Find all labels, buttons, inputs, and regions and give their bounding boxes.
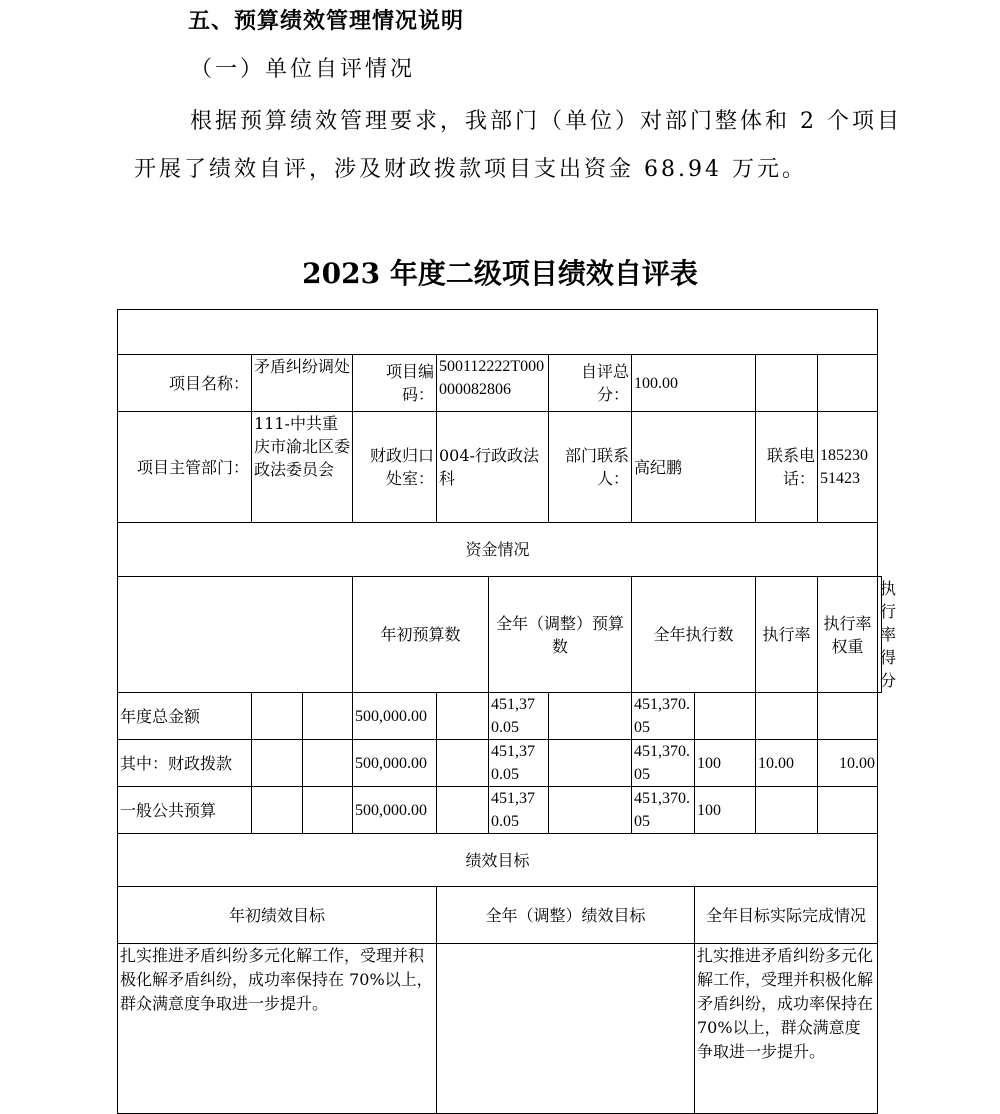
table-row xyxy=(118,787,882,834)
col-adjusted-header: 全年（调整）预算数 xyxy=(489,577,632,693)
empty-cell xyxy=(252,740,303,787)
goals-header-row xyxy=(118,887,882,944)
empty-cell xyxy=(437,693,489,740)
dept-value: 111-中共重庆市渝北区委政法委员会 xyxy=(252,412,353,523)
performance-table xyxy=(117,309,897,1114)
funds-section-row xyxy=(118,523,882,577)
score-value: 10.00 xyxy=(818,740,878,787)
score-value xyxy=(818,787,878,834)
executed-value: 451,370.05 xyxy=(632,693,695,740)
adjusted-value: 451,370.05 xyxy=(489,693,549,740)
rate-value: 100 xyxy=(695,787,756,834)
executed-value: 451,370.05 xyxy=(632,740,695,787)
table-row xyxy=(118,740,882,787)
adjusted-value: 451,370.05 xyxy=(489,740,549,787)
table-row xyxy=(118,693,882,740)
project-code-label: 项目编码： xyxy=(353,355,437,412)
row-label: 其中：财政拨款 xyxy=(118,740,252,787)
empty-cell xyxy=(549,693,632,740)
funds-header-row xyxy=(118,577,882,693)
empty-cell xyxy=(252,693,303,740)
empty-cell xyxy=(252,787,303,834)
empty-cell xyxy=(756,355,818,412)
finance-label: 财政归口处室： xyxy=(353,412,437,523)
adjusted-value: 451,370.05 xyxy=(489,787,549,834)
goals-section-title: 绩效目标 xyxy=(118,834,878,887)
table-title: 2023 年度二级项目绩效自评表 xyxy=(302,257,698,290)
empty-cell xyxy=(118,577,353,693)
score-value: 100.00 xyxy=(632,355,756,412)
executed-value: 451,370.05 xyxy=(632,787,695,834)
goals-section-row xyxy=(118,834,882,887)
contact-label: 部门联系人： xyxy=(549,412,632,523)
project-info-row xyxy=(118,355,882,412)
empty-header-cell xyxy=(118,310,878,355)
summary-text: 根据预算绩效管理要求，我部门（单位）对部门整体和 2 个项目开展了绩效自评，涉及财政拨款项目支出资金 68.94 万元。 xyxy=(134,109,902,182)
score-value xyxy=(818,693,878,740)
section-heading: 五、预算绩效管理情况说明 xyxy=(188,9,465,34)
rate-value xyxy=(695,693,756,740)
goal-initial-header: 年初绩效目标 xyxy=(118,887,437,944)
empty-cell xyxy=(818,355,878,412)
empty-cell xyxy=(437,787,489,834)
empty-cell xyxy=(437,740,489,787)
department-info-row xyxy=(118,412,882,523)
goal-adjusted-text xyxy=(437,944,695,1114)
weight-value xyxy=(756,787,818,834)
weight-value xyxy=(756,693,818,740)
phone-label: 联系电话： xyxy=(756,412,818,523)
project-name-label: 项目名称： xyxy=(118,355,252,412)
col-rate-header: 执行率 xyxy=(756,577,818,693)
col-score-header: 执行率得分 xyxy=(878,577,882,693)
initial-value: 500,000.00 xyxy=(353,740,437,787)
goal-initial-text: 扎实推进矛盾纠纷多元化解工作，受理并积极化解矛盾纠纷，成功率保持在 70%以上，群众满意度争取进一步提升。 xyxy=(118,944,437,1114)
col-executed-header: 全年执行数 xyxy=(632,577,756,693)
initial-value: 500,000.00 xyxy=(353,693,437,740)
subsection-heading: （一）单位自评情况 xyxy=(190,57,416,82)
project-name-value: 矛盾纠纷调处 xyxy=(252,355,353,412)
empty-cell xyxy=(549,787,632,834)
score-label: 自评总分： xyxy=(549,355,632,412)
finance-value: 004-行政政法科 xyxy=(437,412,549,523)
goals-content-row xyxy=(118,944,882,1114)
row-label: 年度总金额 xyxy=(118,693,252,740)
table-empty-header-row xyxy=(118,310,882,355)
project-code-value: 500112222T000000082806 xyxy=(437,355,549,412)
empty-cell xyxy=(549,740,632,787)
empty-cell xyxy=(303,693,353,740)
col-initial-header: 年初预算数 xyxy=(353,577,489,693)
col-weight-header: 执行率权重 xyxy=(818,577,878,693)
phone-value: 18523051423 xyxy=(818,412,878,523)
empty-cell xyxy=(303,787,353,834)
funds-section-title: 资金情况 xyxy=(118,523,878,577)
summary-paragraph xyxy=(134,98,914,194)
goal-actual-text: 扎实推进矛盾纠纷多元化解工作，受理并积极化解矛盾纠纷，成功率保持在 70%以上，群众满意度争取进一步提升。 xyxy=(695,944,878,1114)
dept-label: 项目主管部门： xyxy=(118,412,252,523)
goal-adjusted-header: 全年（调整）绩效目标 xyxy=(437,887,695,944)
empty-cell xyxy=(303,740,353,787)
row-label: 一般公共预算 xyxy=(118,787,252,834)
goal-actual-header: 全年目标实际完成情况 xyxy=(695,887,878,944)
initial-value: 500,000.00 xyxy=(353,787,437,834)
weight-value: 10.00 xyxy=(756,740,818,787)
contact-value: 高纪鹏 xyxy=(632,412,756,523)
rate-value: 100 xyxy=(695,740,756,787)
